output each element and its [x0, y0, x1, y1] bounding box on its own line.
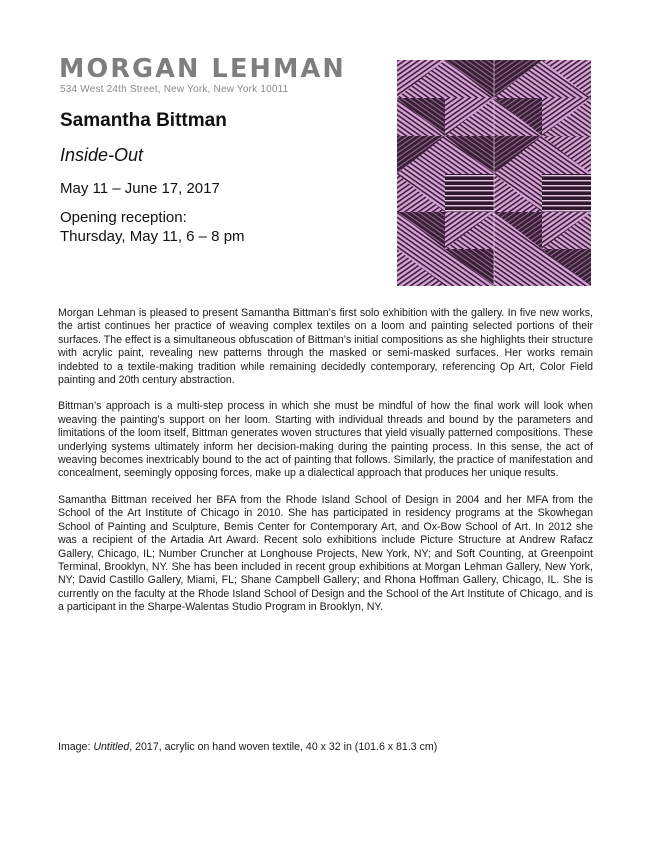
image-caption [58, 741, 437, 753]
caption-prefix: Image: [58, 741, 94, 753]
paragraph-intro: Morgan Lehman is pleased to present Samantha Bittman’s first solo exhibition with the gallery. In five new works, the artist continues her practice of weaving complex textiles on a loom and painting selected portions of their surfaces. The effect is a simultaneous obfuscation of Bittman’s initial compositions as she highlights their structure with acrylic paint, revealing new patterns through the masked or semi-masked surfaces. Her works remain indebted to a textile-making tradition while remaining decidedly contemporary, referencing Op Art, Color Field painting and 20th century abstraction. [58, 307, 593, 387]
gallery-logo: MORGAN LEHMAN [59, 54, 346, 84]
caption-details: , 2017, acrylic on hand woven textile, 40 x 32 in (101.6 x 81.3 cm) [129, 741, 438, 753]
exhibition-dates: May 11 – June 17, 2017 [60, 180, 220, 197]
opening-reception [60, 208, 245, 246]
gallery-address: 534 West 24th Street, New York, New York 10011 [60, 84, 289, 95]
paragraph-bio: Samantha Bittman received her BFA from the Rhode Island School of Design in 2004 and her MFA from the School of the Art Institute of Chicago in 2010. She has participated in residency programs at the Skowhegan School of Painting and Sculpture, Bemis Center for Contemporary Art, and Ox-Bow School of Art. In 2012 she was a recipient of the Artadia Art Award. Recent solo exhibitions include Picture Structure at Andrew Rafacz Gallery, Chicago, IL; Number Cruncher at Longhouse Projects, New York, NY; and Soft Counting, at Greenpoint Terminal, Brooklyn, NY. She has been included in recent group exhibitions at Morgan Lehman Gallery, New York, NY; David Castillo Gallery, Miami, FL; Shane Campbell Gallery; and Rhona Hoffman Gallery, Chicago, IL. She is currently on the faculty at the Rhode Island School of Design and the School of the Art Institute of Chicago, and is a participant in the Sharpe-Walentas Studio Program in Brooklyn, NY. [58, 493, 593, 614]
reception-label: Opening reception: [60, 209, 187, 226]
press-release-body [58, 307, 593, 628]
exhibition-title: Inside-Out [60, 145, 144, 165]
artist-name: Samantha Bittman [60, 110, 227, 131]
reception-time: Thursday, May 11, 6 – 8 pm [60, 228, 245, 245]
paragraph-process: Bittman’s approach is a multi-step process in which she must be mindful of how the final work will look when weaving the painting’s support on her loom. Starting with individual threads and bound by the parameters and limitations of the loom itself, Bittman generates woven structures that yield visually patterned compositions. These underlying systems ultimately inform her decision-making during the painting process. In this sense, the act of weaving becomes inextricably bound to the act of painting that follows. Similarly, the practice of manifestation and concealment, seemingly opposing forces, make up a dialectical approach that produces her unique results. [58, 400, 593, 480]
artwork-image [397, 60, 591, 286]
caption-work-title: Untitled [93, 741, 130, 753]
